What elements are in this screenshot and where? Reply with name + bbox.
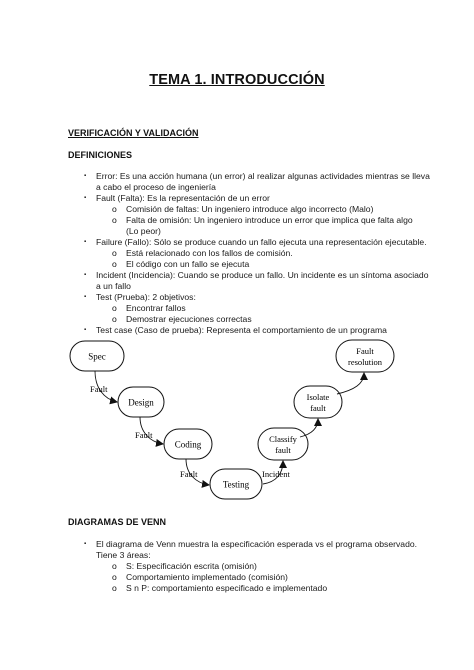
definition-subline: Encontrar fallos <box>126 303 186 313</box>
circle-bullet-icon: o <box>112 583 117 593</box>
definition-line: a un fallo <box>96 281 131 291</box>
definition-subline: El código con un fallo se ejecuta <box>126 259 250 269</box>
node-testing <box>210 469 262 499</box>
venn-line: El diagrama de Venn muestra la especificación esperada vs el programa observado. <box>96 539 418 549</box>
circle-bullet-icon: o <box>112 259 117 269</box>
node-classify-fault <box>258 428 308 460</box>
definition-subline: (Lo peor) <box>126 226 161 236</box>
node-spec-label: Spec <box>88 351 106 362</box>
square-bullet-icon: ▪ <box>84 239 87 245</box>
node-classify-label-2: fault <box>275 445 291 455</box>
document-title: TEMA 1. INTRODUCCIÓN <box>149 72 325 88</box>
definition-line: a cabo el proceso de ingeniería <box>96 182 216 192</box>
edge-label-fault: Fault <box>180 469 198 479</box>
node-design-label: Design <box>128 397 154 408</box>
circle-bullet-icon: o <box>112 561 117 571</box>
definition-subline: Falta de omisión: Un ingeniero introduce un error que implica que falta algo <box>126 215 413 225</box>
square-bullet-icon: ▪ <box>84 541 87 547</box>
node-fault-resolution <box>336 340 394 372</box>
square-bullet-icon: ▪ <box>84 294 87 300</box>
node-resolution-label-1: Fault <box>356 346 374 356</box>
node-classify-label-1: Classify <box>269 434 297 444</box>
venn-subline: S: Especificación escrita (omisión) <box>126 561 257 571</box>
square-bullet-icon: ▪ <box>84 173 87 179</box>
node-coding <box>164 429 212 459</box>
definition-subline: Comisión de faltas: Un ingeniero introduce algo incorrecto (Malo) <box>126 204 374 214</box>
node-isolate-fault <box>294 386 342 418</box>
definition-line: Error: Es una acción humana (un error) al realizar algunas actividades mientras se lleva <box>96 171 430 181</box>
definition-line: Test (Prueba): 2 objetivos: <box>96 292 196 302</box>
section-heading-verificacion: VERIFICACIÓN Y VALIDACIÓN <box>68 128 199 138</box>
edge-label-incident: Incident <box>262 469 290 479</box>
circle-bullet-icon: o <box>112 215 117 225</box>
venn-subline: S n P: comportamiento especificado e implementado <box>126 583 328 593</box>
square-bullet-icon: ▪ <box>84 272 87 278</box>
definition-subline: Está relacionado con los fallos de comisión. <box>126 248 293 258</box>
circle-bullet-icon: o <box>112 314 117 324</box>
definition-line: Incident (Incidencia): Cuando se produce un fallo. Un incidente es un síntoma asociado <box>96 270 429 280</box>
definition-line: Failure (Fallo): Sólo se produce cuando un fallo ejecuta una representación ejecutable. <box>96 237 427 247</box>
venn-line: Tiene 3 áreas: <box>96 550 151 560</box>
node-testing-label: Testing <box>222 479 250 490</box>
circle-bullet-icon: o <box>112 204 117 214</box>
square-bullet-icon: ▪ <box>84 195 87 201</box>
definition-line: Test case (Caso de prueba): Representa el comportamiento de un programa <box>96 325 387 335</box>
node-design <box>118 387 164 417</box>
circle-bullet-icon: o <box>112 572 117 582</box>
node-resolution-label-2: resolution <box>348 357 382 367</box>
square-bullet-icon: ▪ <box>84 327 87 333</box>
section-heading-venn: DIAGRAMAS DE VENN <box>68 517 167 527</box>
edge-label-fault: Fault <box>135 430 153 440</box>
edge-isolate-resolution <box>337 373 364 394</box>
subheading-definiciones: DEFINICIONES <box>68 150 133 160</box>
circle-bullet-icon: o <box>112 303 117 313</box>
node-spec <box>70 341 124 371</box>
node-isolate-label-1: Isolate <box>306 392 330 402</box>
definition-subline: Demostrar ejecuciones correctas <box>126 314 252 324</box>
node-isolate-label-2: fault <box>310 403 326 413</box>
venn-subline: Comportamiento implementado (comisión) <box>126 572 288 582</box>
definition-line: Fault (Falta): Es la representación de un error <box>96 193 270 203</box>
edge-label-fault: Fault <box>90 384 108 394</box>
node-coding-label: Coding <box>174 439 202 450</box>
circle-bullet-icon: o <box>112 248 117 258</box>
